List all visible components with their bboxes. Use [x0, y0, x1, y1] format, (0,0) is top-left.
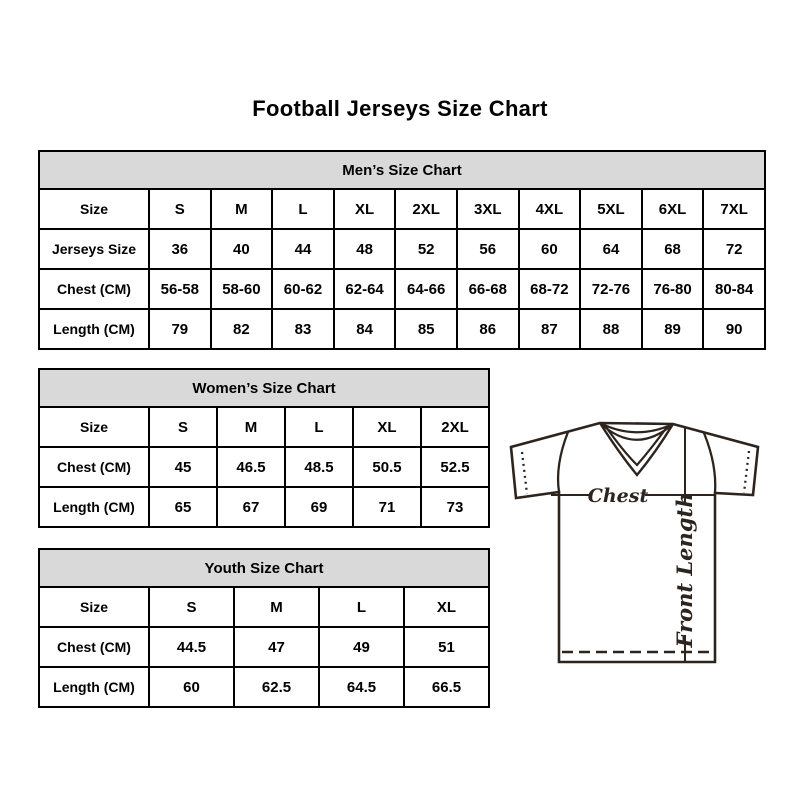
- size-value: 90: [703, 309, 765, 349]
- jersey-outline: [511, 423, 758, 662]
- size-value: M: [211, 189, 273, 229]
- left-cuff-stitch: [522, 452, 527, 494]
- size-value: M: [234, 587, 319, 627]
- left-armhole-seam: [558, 432, 568, 492]
- size-value: XL: [334, 189, 396, 229]
- size-value: L: [319, 587, 404, 627]
- right-armhole-seam: [704, 433, 715, 493]
- right-cuff-stitch: [744, 451, 749, 493]
- size-value: S: [149, 587, 234, 627]
- size-value: XL: [404, 587, 489, 627]
- mens-size-chart-table: [38, 150, 766, 350]
- table-row: [39, 447, 489, 487]
- size-value: 47: [234, 627, 319, 667]
- size-value: 36: [149, 229, 211, 269]
- size-value: 72: [703, 229, 765, 269]
- size-value: 49: [319, 627, 404, 667]
- size-value: 83: [272, 309, 334, 349]
- size-value: S: [149, 189, 211, 229]
- size-value: 69: [285, 487, 353, 527]
- table-title: Youth Size Chart: [39, 549, 489, 587]
- size-value: 44.5: [149, 627, 234, 667]
- row-label: Length (CM): [39, 309, 149, 349]
- row-label: Length (CM): [39, 487, 149, 527]
- size-value: 56-58: [149, 269, 211, 309]
- size-value: 50.5: [353, 447, 421, 487]
- page-title: Football Jerseys Size Chart: [252, 96, 548, 121]
- size-value: 5XL: [580, 189, 642, 229]
- size-value: 71: [353, 487, 421, 527]
- size-value: 80-84: [703, 269, 765, 309]
- row-label: Jerseys Size: [39, 229, 149, 269]
- size-value: 73: [421, 487, 489, 527]
- size-value: 79: [149, 309, 211, 349]
- table-title: Men’s Size Chart: [39, 151, 765, 189]
- table-title: Women’s Size Chart: [39, 369, 489, 407]
- size-value: 2XL: [421, 407, 489, 447]
- table-row: [39, 309, 765, 349]
- size-value: 82: [211, 309, 273, 349]
- size-value: 4XL: [519, 189, 581, 229]
- size-value: 66.5: [404, 667, 489, 707]
- size-value: 2XL: [395, 189, 457, 229]
- row-label: Size: [39, 587, 149, 627]
- size-value: 60: [149, 667, 234, 707]
- size-value: 88: [580, 309, 642, 349]
- size-value: 62.5: [234, 667, 319, 707]
- size-value: 87: [519, 309, 581, 349]
- size-value: 62-64: [334, 269, 396, 309]
- size-value: 48.5: [285, 447, 353, 487]
- size-value: 64.5: [319, 667, 404, 707]
- size-value: L: [285, 407, 353, 447]
- row-label: Chest (CM): [39, 627, 149, 667]
- size-value: 66-68: [457, 269, 519, 309]
- chest-label: Chest: [587, 485, 649, 507]
- jersey-measurement-diagram: [495, 395, 795, 695]
- table-row: [39, 407, 489, 447]
- table-row: [39, 587, 489, 627]
- row-label: Size: [39, 407, 149, 447]
- table-row: [39, 487, 489, 527]
- size-value: 86: [457, 309, 519, 349]
- front-length-label: Front Length: [672, 492, 697, 648]
- size-value: 67: [217, 487, 285, 527]
- size-value: 64-66: [395, 269, 457, 309]
- table-row: [39, 627, 489, 667]
- size-value: 6XL: [642, 189, 704, 229]
- row-label: Chest (CM): [39, 269, 149, 309]
- size-value: 51: [404, 627, 489, 667]
- size-value: 68: [642, 229, 704, 269]
- size-value: 52.5: [421, 447, 489, 487]
- table-row: [39, 667, 489, 707]
- size-value: M: [217, 407, 285, 447]
- size-value: 89: [642, 309, 704, 349]
- size-value: 64: [580, 229, 642, 269]
- size-value: 7XL: [703, 189, 765, 229]
- womens-size-chart-table: [38, 368, 490, 528]
- size-value: 48: [334, 229, 396, 269]
- row-label: Length (CM): [39, 667, 149, 707]
- size-value: 3XL: [457, 189, 519, 229]
- row-label: Chest (CM): [39, 447, 149, 487]
- size-value: 76-80: [642, 269, 704, 309]
- youth-size-chart-table: [38, 548, 490, 708]
- size-value: 60: [519, 229, 581, 269]
- size-value: 56: [457, 229, 519, 269]
- size-value: 60-62: [272, 269, 334, 309]
- size-value: 52: [395, 229, 457, 269]
- size-value: 72-76: [580, 269, 642, 309]
- size-value: 85: [395, 309, 457, 349]
- size-value: 84: [334, 309, 396, 349]
- size-value: 40: [211, 229, 273, 269]
- table-row: [39, 269, 765, 309]
- size-value: 45: [149, 447, 217, 487]
- size-value: 65: [149, 487, 217, 527]
- size-value: 46.5: [217, 447, 285, 487]
- table-row: [39, 229, 765, 269]
- size-value: 68-72: [519, 269, 581, 309]
- size-value: L: [272, 189, 334, 229]
- size-value: 58-60: [211, 269, 273, 309]
- table-row: [39, 189, 765, 229]
- size-value: 44: [272, 229, 334, 269]
- size-value: XL: [353, 407, 421, 447]
- size-value: S: [149, 407, 217, 447]
- row-label: Size: [39, 189, 149, 229]
